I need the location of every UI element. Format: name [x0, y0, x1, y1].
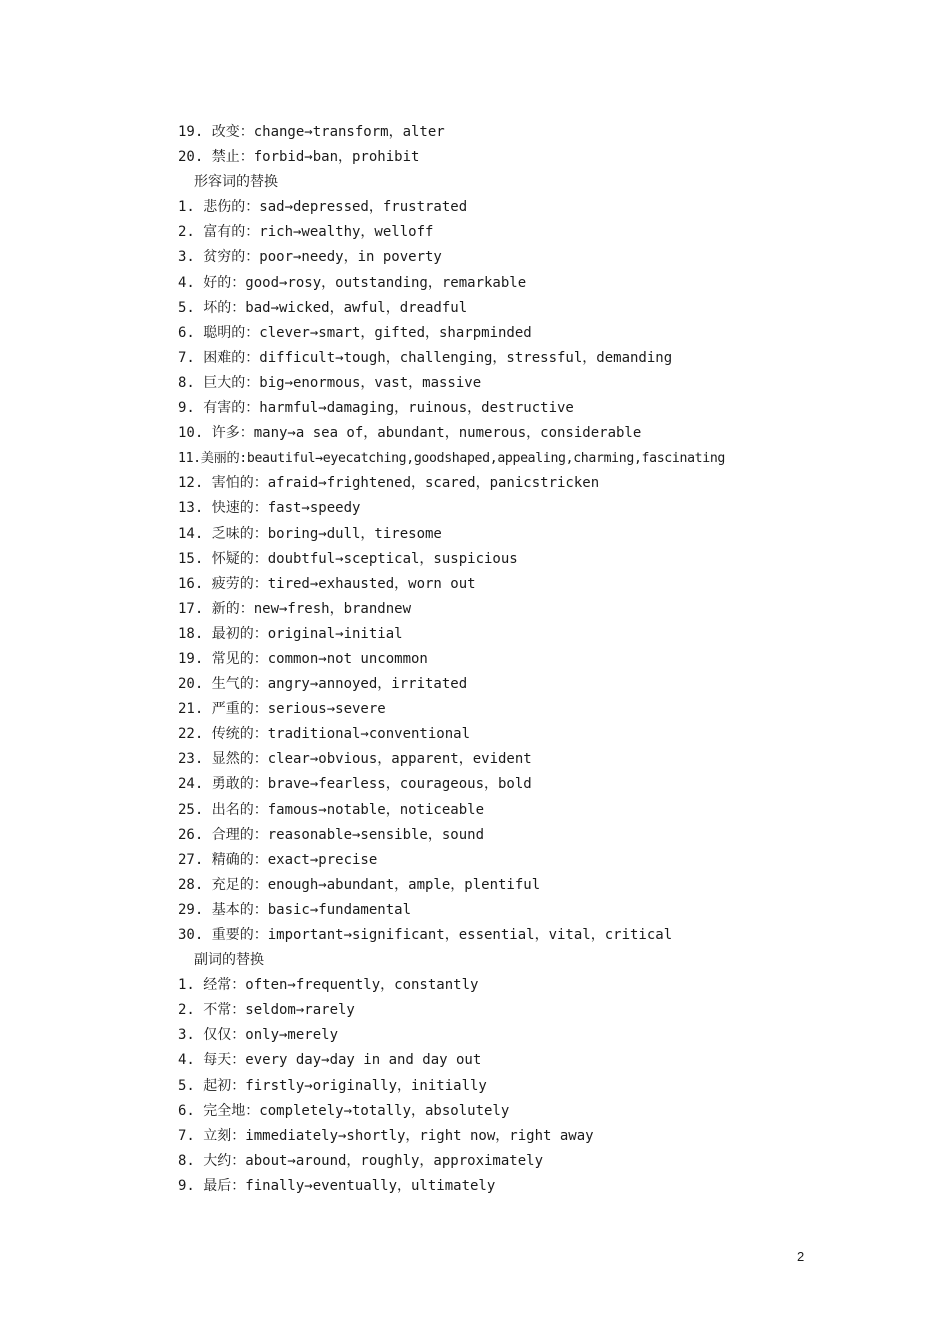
vocabulary-entry: 10. 许多：many→a sea of，abundant，numerous，considerable	[178, 425, 642, 442]
vocabulary-list	[178, 120, 878, 1199]
vocabulary-entry: 9. 有害的：harmful→damaging，ruinous，destructive	[178, 400, 574, 417]
section-heading: 副词的替换	[194, 952, 264, 969]
vocabulary-entry: 22. 传统的：traditional→conventional	[178, 726, 471, 743]
vocabulary-entry: 13. 快速的：fast→speedy	[178, 500, 361, 517]
vocabulary-entry: 9. 最后：finally→eventually，ultimately	[178, 1177, 496, 1194]
vocabulary-entry: 2. 不常：seldom→rarely	[178, 1002, 355, 1019]
vocabulary-entry: 6. 聪明的：clever→smart，gifted，sharpminded	[178, 324, 532, 341]
vocabulary-entry: 15. 怀疑的：doubtful→sceptical，suspicious	[178, 550, 518, 567]
vocabulary-entry: 4. 好的：good→rosy，outstanding，remarkable	[178, 274, 527, 291]
vocabulary-entry: 11.美丽的:beautiful→eyecatching,goodshaped,appealing,charming,fascinating	[178, 451, 726, 467]
vocabulary-entry: 5. 坏的：bad→wicked，awful，dreadful	[178, 299, 468, 316]
vocabulary-entry: 7. 困难的：difficult→tough，challenging，stressful，demanding	[178, 349, 673, 366]
vocabulary-entry: 25. 出名的：famous→notable，noticeable	[178, 801, 485, 818]
vocabulary-entry: 18. 最初的：original→initial	[178, 625, 403, 642]
vocabulary-entry: 3. 仅仅：only→merely	[178, 1027, 339, 1044]
vocabulary-entry: 29. 基本的：basic→fundamental	[178, 901, 412, 918]
section-heading: 形容词的替换	[194, 174, 278, 191]
vocabulary-entry: 19. 常见的：common→not uncommon	[178, 650, 428, 667]
vocabulary-entry: 4. 每天：every day→day in and day out	[178, 1052, 482, 1069]
vocabulary-entry: 1. 悲伤的：sad→depressed，frustrated	[178, 199, 468, 216]
vocabulary-entry: 20. 禁止：forbid→ban，prohibit	[178, 149, 420, 166]
vocabulary-entry: 30. 重要的：important→significant，essential，vital，critical	[178, 927, 673, 943]
vocabulary-entry: 24. 勇敢的：brave→fearless，courageous，bold	[178, 776, 532, 793]
vocabulary-entry: 5. 起初：firstly→originally，initially	[178, 1077, 487, 1094]
vocabulary-entry: 14. 乏味的：boring→dull，tiresome	[178, 525, 442, 542]
vocabulary-entry: 8. 大约：about→around，roughly，approximately	[178, 1152, 544, 1169]
vocabulary-entry: 8. 巨大的：big→enormous，vast，massive	[178, 374, 482, 391]
vocabulary-entry: 2. 富有的：rich→wealthy，welloff	[178, 224, 434, 241]
vocabulary-entry: 6. 完全地：completely→totally，absolutely	[178, 1102, 510, 1119]
page-number: 2	[797, 1249, 805, 1264]
vocabulary-entry: 21. 严重的：serious→severe	[178, 701, 386, 718]
vocabulary-entry: 19. 改变：change→transform，alter	[178, 124, 445, 140]
vocabulary-entry: 3. 贫穷的：poor→needy，in poverty	[178, 249, 442, 266]
vocabulary-entry: 1. 经常：often→frequently，constantly	[178, 977, 479, 994]
vocabulary-entry: 12. 害怕的：afraid→frightened，scared，panicstricken	[178, 475, 600, 492]
vocabulary-entry: 23. 显然的：clear→obvious，apparent，evident	[178, 751, 532, 768]
vocabulary-entry: 17. 新的：new→fresh，brandnew	[178, 600, 412, 617]
vocabulary-entry: 16. 疲劳的：tired→exhausted，worn out	[178, 575, 476, 592]
vocabulary-entry: 20. 生气的：angry→annoyed，irritated	[178, 676, 468, 693]
vocabulary-entry: 26. 合理的：reasonable→sensible，sound	[178, 826, 485, 843]
vocabulary-entry: 28. 充足的：enough→abundant，ample，plentiful	[178, 876, 541, 893]
vocabulary-entry: 7. 立刻：immediately→shortly，right now，right away	[178, 1127, 594, 1144]
vocabulary-entry: 27. 精确的：exact→precise	[178, 851, 378, 868]
